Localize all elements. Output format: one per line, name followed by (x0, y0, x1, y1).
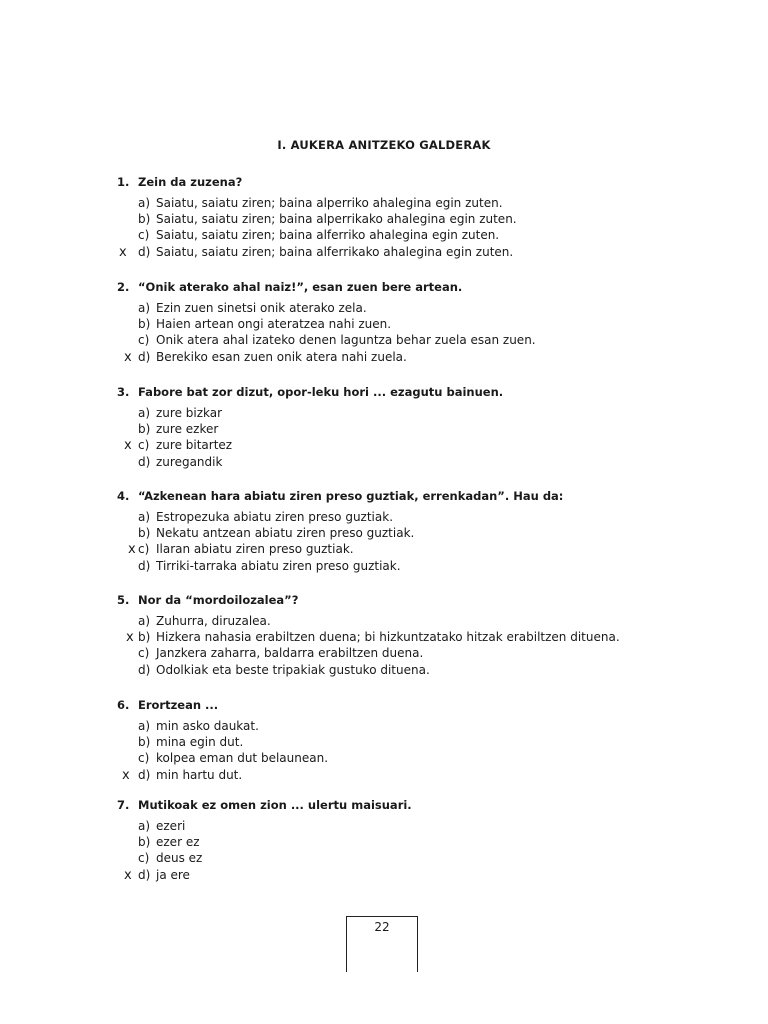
option-text: Saiatu, saiatu ziren; baina alferrikako ahalegina egin zuten. (156, 244, 514, 259)
answer-option (0, 868, 768, 884)
question-header (0, 280, 768, 298)
question-header (0, 593, 768, 611)
option-letter: d) (138, 454, 151, 469)
answer-options (0, 301, 768, 366)
question-text: “Azkenean hara abiatu ziren preso guztiak, errenkadan”. Hau da: (138, 489, 564, 503)
option-text: zure bitartez (156, 438, 233, 453)
answer-mark: x (124, 438, 132, 454)
option-letter: c) (138, 228, 150, 243)
answer-option (0, 333, 768, 349)
option-letter: d) (138, 558, 151, 573)
answer-option (0, 350, 768, 366)
answer-option (0, 422, 768, 438)
answer-options (0, 819, 768, 884)
option-letter: a) (138, 510, 151, 524)
option-text: Ilaran abiatu ziren preso guztiak. (156, 542, 354, 557)
question-6 (0, 698, 768, 784)
question-number: 4. (117, 489, 130, 503)
answer-options (0, 196, 768, 261)
option-letter: a) (138, 406, 151, 420)
answer-mark: x (128, 542, 136, 558)
answer-options (0, 719, 768, 784)
option-text: mina egin dut. (156, 735, 244, 750)
option-letter: d) (138, 767, 151, 782)
answer-option (0, 719, 768, 735)
answer-option (0, 819, 768, 835)
question-2 (0, 280, 768, 366)
question-3 (0, 385, 768, 471)
option-text: ezer ez (156, 835, 200, 850)
option-letter: d) (138, 349, 151, 364)
page-title: I. AUKERA ANITZEKO GALDERAK (277, 138, 491, 152)
question-text: Nor da “mordoilozalea”? (138, 593, 299, 607)
answer-option (0, 196, 768, 212)
question-header (0, 175, 768, 193)
answer-option (0, 228, 768, 244)
answer-option (0, 406, 768, 422)
question-text: Fabore bat zor dizut, opor-leku hori ... ezagutu bainuen. (138, 385, 504, 399)
question-number: 7. (117, 798, 130, 812)
answer-option (0, 851, 768, 867)
option-text: Berekiko esan zuen onik atera nahi zuela. (156, 349, 407, 364)
answer-option (0, 212, 768, 228)
option-text: Nekatu antzean abiatu ziren preso guztiak. (156, 526, 415, 541)
option-letter: a) (138, 196, 151, 210)
option-text: ja ere (156, 867, 190, 882)
option-text: Ezin zuen sinetsi onik aterako zela. (156, 301, 367, 315)
option-letter: a) (138, 614, 151, 628)
answer-option (0, 630, 768, 646)
option-text: min asko daukat. (156, 719, 259, 733)
option-text: Saiatu, saiatu ziren; baina alperriko ahalegina egin zuten. (156, 196, 503, 210)
question-number: 6. (117, 698, 130, 712)
option-letter: d) (138, 244, 151, 259)
option-text: Tirriki-tarraka abiatu ziren preso guztiak. (156, 558, 401, 573)
option-letter: c) (138, 438, 150, 453)
question-header (0, 489, 768, 507)
option-letter: b) (138, 212, 151, 227)
answer-option (0, 646, 768, 662)
answer-option (0, 301, 768, 317)
answer-option (0, 542, 768, 558)
answer-mark: x (126, 630, 134, 646)
answer-option (0, 510, 768, 526)
question-text: Erortzean ... (138, 698, 219, 712)
page-number: 22 (374, 920, 390, 934)
option-letter: a) (138, 819, 151, 833)
page-number-box (346, 916, 418, 972)
option-letter: b) (138, 317, 151, 332)
option-letter: b) (138, 526, 151, 541)
option-text: min hartu dut. (156, 767, 243, 782)
option-letter: b) (138, 735, 151, 750)
option-text: zure ezker (156, 422, 219, 437)
question-number: 3. (117, 385, 130, 399)
question-7 (0, 798, 768, 884)
question-1 (0, 175, 768, 261)
answer-mark: x (119, 244, 127, 260)
answer-option (0, 614, 768, 630)
question-header (0, 798, 768, 816)
question-text: Zein da zuzena? (138, 175, 243, 189)
answer-option (0, 768, 768, 784)
answer-option (0, 663, 768, 679)
question-text: “Onik aterako ahal naiz!”, esan zuen bere artean. (138, 280, 463, 294)
answer-mark: x (124, 867, 132, 883)
question-text: Mutikoak ez omen zion ... ulertu maisuari. (138, 798, 412, 812)
answer-option (0, 835, 768, 851)
option-letter: d) (138, 662, 151, 677)
option-letter: b) (138, 422, 151, 437)
answer-option (0, 526, 768, 542)
answer-mark: x (122, 767, 130, 783)
option-text: Onik atera ahal izateko denen laguntza behar zuela esan zuen. (156, 333, 536, 348)
option-text: Hizkera nahasia erabiltzen duena; bi hizkuntzatako hitzak erabiltzen dituena. (156, 630, 620, 645)
question-header (0, 698, 768, 716)
option-letter: c) (138, 333, 150, 348)
option-letter: a) (138, 719, 151, 733)
option-text: zuregandik (156, 454, 223, 469)
option-letter: c) (138, 646, 150, 661)
question-number: 1. (117, 175, 130, 189)
option-text: ezeri (156, 819, 186, 833)
answer-options (0, 614, 768, 679)
option-text: deus ez (156, 851, 203, 866)
answer-option (0, 245, 768, 261)
question-5 (0, 593, 768, 679)
answer-option (0, 438, 768, 454)
answer-option (0, 751, 768, 767)
answer-options (0, 406, 768, 471)
answer-options (0, 510, 768, 575)
option-text: Zuhurra, diruzalea. (156, 614, 271, 628)
option-text: Odolkiak eta beste tripakiak gustuko dituena. (156, 662, 430, 677)
option-letter: c) (138, 751, 150, 766)
question-header (0, 385, 768, 403)
option-letter: a) (138, 301, 151, 315)
question-number: 2. (117, 280, 130, 294)
answer-option (0, 559, 768, 575)
option-letter: d) (138, 867, 151, 882)
option-text: Saiatu, saiatu ziren; baina alperrikako ahalegina egin zuten. (156, 212, 517, 227)
option-letter: c) (138, 542, 150, 557)
question-number: 5. (117, 593, 130, 607)
option-text: Janzkera zaharra, baldarra erabiltzen duena. (156, 646, 424, 661)
option-letter: b) (138, 835, 151, 850)
question-4 (0, 489, 768, 575)
answer-option (0, 455, 768, 471)
option-text: zure bizkar (156, 406, 223, 420)
option-text: Haien artean ongi ateratzea nahi zuen. (156, 317, 392, 332)
answer-mark: x (124, 349, 132, 365)
option-text: Estropezuka abiatu ziren preso guztiak. (156, 510, 394, 524)
option-text: kolpea eman dut belaunean. (156, 751, 329, 766)
answer-option (0, 317, 768, 333)
answer-option (0, 735, 768, 751)
option-letter: b) (138, 630, 151, 645)
option-text: Saiatu, saiatu ziren; baina alferriko ahalegina egin zuten. (156, 228, 500, 243)
option-letter: c) (138, 851, 150, 866)
